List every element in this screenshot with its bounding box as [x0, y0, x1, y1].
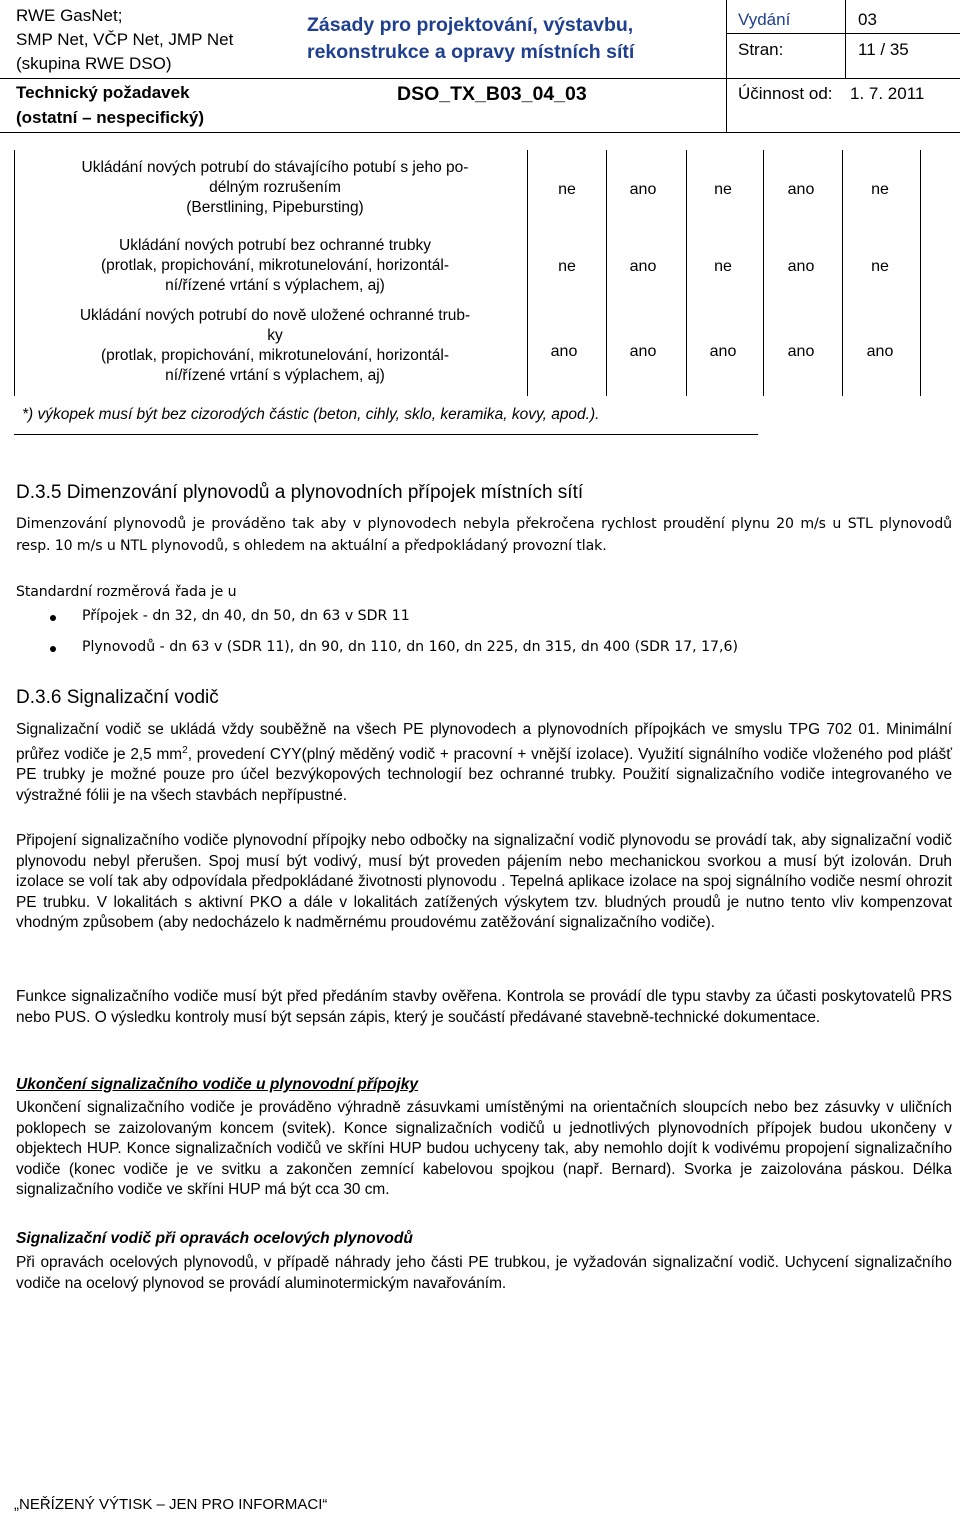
table-cell: ne [714, 181, 732, 198]
table-cell: ano [787, 343, 815, 360]
header-rule [0, 78, 960, 79]
company-line-3: (skupina RWE DSO) [16, 54, 172, 73]
paragraph-text: , provedení CYY(plný měděný vodič + pracovní + vnější izolace). Využití signálního vodiče vloženého pod plášť PE trubky je možné pouze pro účel bezvýkopových technologií bez ochranné trubky. Použití signalizačního vodiče integrovaného ve výstražné fólii je na všech stavbách nepřípustné. [16, 745, 953, 804]
effective-label: Účinnost od: [738, 84, 833, 103]
document-header [0, 0, 960, 132]
table-cell: ano [629, 258, 657, 275]
table-cell: ano [550, 343, 578, 360]
superscript: 2 [182, 744, 188, 756]
table-row-label: Ukládání nových potrubí do stávajícího potubí s jeho po- délným rozrušením (Berstlining, Pipebursting) [81, 159, 469, 216]
table-footnote: *) výkopek musí být bez cizorodých částic (beton, cihly, sklo, keramika, kovy, apod.). [22, 406, 600, 423]
header-divider [727, 33, 960, 34]
doc-type-line-1: Technický požadavek [16, 83, 190, 102]
company-line-1: RWE GasNet; [16, 6, 123, 25]
table-border [920, 150, 921, 396]
paragraph: Ukončení signalizačního vodiče je prováděno výhradně zásuvkami umístěnými na orientačních sloupcích nebo bez zásuvky v uličních poklopech se zaizolovaným koncem (svitek). Konce signalizačních vodičů u jednotlivých plynovodních přípojek budou ukončeny v objektech HUP. Konce signalizačních vodičů ve skříni HUP budou uchyceny tak, aby nemohlo dojít k vodivému propojení signalizačního vodiče (konec vodiče je ve svitku a zakončen zemnící kabelovou spojkou (např. Bernard). Svorka je zaizolována páskou. Délka signalizačního vodiče ve skříni HUP má být cca 30 cm. [16, 1099, 952, 1199]
list-item-text: Přípojek - dn 32, dn 40, dn 50, dn 63 v SDR 11 [82, 608, 410, 624]
header-divider [726, 0, 727, 132]
subheading: Ukončení signalizačního vodiče u plynovodní přípojky [16, 1076, 419, 1093]
doc-title-line-1: Zásady pro projektování, výstavbu, [307, 14, 634, 36]
table-cell: ano [787, 181, 815, 198]
table-cell: ne [871, 181, 889, 198]
company-line-2: SMP Net, VČP Net, JMP Net [16, 30, 234, 49]
doc-code: DSO_TX_B03_04_03 [397, 83, 587, 105]
table-cell: ano [787, 258, 815, 275]
table-cell: ne [558, 181, 576, 198]
paragraph: Připojení signalizačního vodiče plynovodní přípojky nebo odbočky na signalizační vodič plynovodu se provádí tak, aby signalizační vodič plynovodu nebyl přerušen. Spoj musí být vodivý, musí být proveden pájením nebo mechanickou svorkou a musí být izolován. Druh izolace se volí tak aby odpovídala předpokládané životnosti plynovodu . Tepelná aplikace izolace na spoj signálního vodiče nesmí ohrozit PE trubku. V lokalitách s aktivní PKO a dále v lokalitách zatížených výskytem tzv. bludných proudů je nutno tento vliv kompenzovat vhodným způsobem (aby nedocházelo k nadměrnému proudovému zatěžování signalizačního vodiče). [16, 832, 952, 932]
effective-value: 1. 7. 2011 [850, 84, 925, 103]
table-cell: ano [629, 343, 657, 360]
table-border [14, 150, 15, 396]
paragraph [16, 720, 952, 807]
paragraph: Při opravách ocelových plynovodů, v případě náhrady jeho části PE trubkou, je vyžadován signalizační vodič. Uchycení signalizačního vodiče na ocelový plynovod se provádí aluminotermickým navařováním. [16, 1254, 952, 1292]
table-cell: ne [871, 258, 889, 275]
doc-title-line-2: rekonstrukce a opravy místních sítí [307, 41, 635, 63]
paragraph: Dimenzování plynovodů je prováděno tak aby v plynovodech nebyla překročena rychlost proudění plynu 20 m/s u STL plynovodů resp. 10 m/s u NTL plynovodů, s ohledem na aktuální a předpokládaný provozní tlak. [16, 516, 952, 554]
header-divider [845, 0, 846, 78]
page-count-label: Stran: [738, 40, 784, 59]
issue-label: Vydání [738, 10, 791, 29]
issue-value: 03 [858, 10, 877, 29]
list-item-text: Plynovodů - dn 63 v (SDR 11), dn 90, dn 110, dn 160, dn 225, dn 315, dn 400 (SDR 17, 17,6) [82, 639, 738, 655]
table-cell: ne [714, 258, 732, 275]
page-count-value: 11 / 35 [858, 40, 909, 59]
section-heading-d35: D.3.5 Dimenzování plynovodů a plynovodních přípojek místních sítí [16, 482, 584, 503]
table-row-label: Ukládání nových potrubí do nově uložené ochranné trub- ky (protlak, propichování, mikrotunelování, horizontál- ní/řízené vrtání s výplachem, aj) [79, 307, 471, 384]
paragraph: Funkce signalizačního vodiče musí být před předáním stavby ověřena. Kontrola se provádí dle typu stavby za účasti poskytovatelů PRS nebo PUS. O výsledku kontroly musí být sepsán zápis, který je součástí předávané stavebně-technické dokumentace. [16, 988, 952, 1026]
table-row-label: Ukládání nových potrubí bez ochranné trubky (protlak, propichování, mikrotunelování, horizontál- ní/řízené vrtání s výplachem, aj) [100, 237, 450, 294]
table-cell: ne [558, 258, 576, 275]
section-heading-d36: D.3.6 Signalizační vodič [16, 687, 219, 708]
doc-type-line-2: (ostatní – nespecifický) [16, 108, 205, 127]
paragraph: Standardní rozměrová řada je u [16, 584, 237, 600]
footer-notice: „NEŘÍZENÝ VÝTISK – JEN PRO INFORMACI“ [14, 1496, 328, 1513]
table-bottom-border [14, 434, 758, 435]
table-cell: ano [629, 181, 657, 198]
header-rule [0, 132, 960, 133]
table-cell: ano [709, 343, 737, 360]
paragraph-text: Signalizační vodič se ukládá vždy souběžně na všech PE plynovodech a plynovodních přípojkách ve smyslu TPG 702 01. Minimální průřez vodiče je 2,5 mm [16, 721, 952, 763]
table-cell: ano [866, 343, 894, 360]
subheading: Signalizační vodič při opravách ocelových plynovodů [16, 1230, 413, 1247]
